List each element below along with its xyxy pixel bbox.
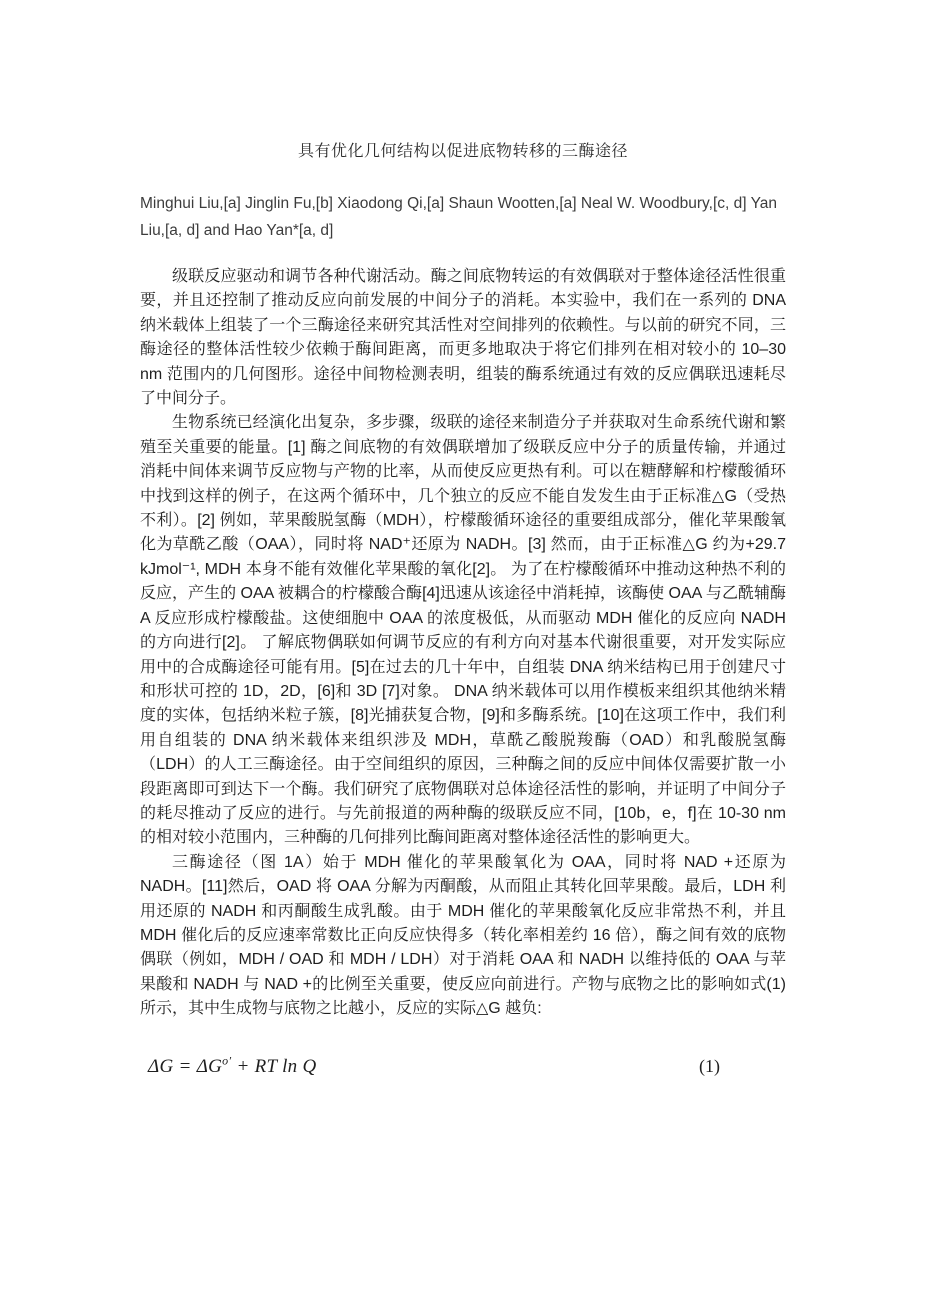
- author-line: Minghui Liu,[a] Jinglin Fu,[b] Xiaodong Qi,[a] Shaun Wootten,[a] Neal W. Woodbury,[c, d] Yan Liu,[a, d] and Hao Yan*[a, d]: [140, 195, 778, 239]
- equation-rhs: + RT ln Q: [231, 1055, 317, 1077]
- introduction-paragraph: 生物系统已经演化出复杂，多步骤，级联的途径来制造分子并获取对生命系统代谢和繁殖至关重要的能量。[1] 酶之间底物的有效偶联增加了级联反应中分子的质量传输，并通过消耗中间体来调节反应物与产物的比率，从而使反应更热有利。可以在糖酵解和柠檬酸循环中找到这样的例子，在这两个循环中，几个独立的反应不能自发发生由于正标准△G（受热不利）。[2] 例如，苹果酸脱氢酶（MDH），柠檬酸循环途径的重要组成部分，催化苹果酸氧化为草酰乙酸（OAA），同时将 NAD⁺还原为 NADH。[3] 然而，由于正标准△G 约为+29.7 kJmol⁻¹, MDH 本身不能有效催化苹果酸的氧化[2]。 为了在柠檬酸循环中推动这种热不利的反应，产生的 OAA 被耦合的柠檬酸合酶[4]迅速从该途径中消耗掉，该酶使 OAA 与乙酰辅酶 A 反应形成柠檬酸盐。这使细胞中 OAA 的浓度极低，从而驱动 MDH 催化的反应向 NADH 的方向进行[2]。 了解底物偶联如何调节反应的有利方向对基本代谢很重要，对开发实际应用中的合成酶途径可能有用。[5]在过去的几十年中，自组装 DNA 纳米结构已用于创建尺寸和形状可控的 1D，2D，[6]和 3D [7]对象。 DNA 纳米载体可以用作模板来组织其他纳米精度的实体，包括纳米粒子簇，[8]光捕获复合物，[9]和多酶系统。[10]在这项工作中，我们利用自组装的 DNA 纳米载体来组织涉及 MDH，草酰乙酸脱羧酶（OAD）和乳酸脱氢酶（LDH）的人工三酶途径。由于空间组织的原因，三种酶之间的反应中间体仅需要扩散一小段距离即可到达下一个酶。我们研究了底物偶联对总体途径活性的影响，并证明了中间分子的耗尽推动了反应的进行。与先前报道的两种酶的级联反应不同，[10b，e，f]在 10-30 nm 的相对较小范围内，三种酶的几何排列比酶间距离对整体途径活性的影响更大。: [140, 414, 786, 847]
- equation-lhs: ΔG = ΔG: [148, 1055, 223, 1077]
- paper-title: 具有优化几何结构以促进底物转移的三酶途径: [297, 143, 628, 160]
- equation-superscript: o′: [222, 1053, 232, 1068]
- equation-row: [140, 1053, 786, 1078]
- abstract-paragraph: 级联反应驱动和调节各种代谢活动。酶之间底物转运的有效偶联对于整体途径活性很重要，并且还控制了推动反应向前发展的中间分子的消耗。本实验中，我们在一系列的 DNA 纳米载体上组装了一个三酶途径来研究其活性对空间排列的依赖性。与以前的研究不同，三酶途径的整体活性较少依赖于酶间距离，而更多地取决于将它们排列在相对较小的 10–30 nm 范围内的几何图形。途径中间物检测表明，组装的酶系统通过有效的反应偶联迅速耗尽了中间分子。: [140, 268, 786, 408]
- pathway-paragraph: 三酶途径（图 1A）始于 MDH 催化的苹果酸氧化为 OAA，同时将 NAD +还原为 NADH。[11]然后，OAD 将 OAA 分解为丙酮酸，从而阻止其转化回苹果酸。最后，LDH 利用还原的 NADH 和丙酮酸生成乳酸。由于 MDH 催化的苹果酸氧化反应非常热不利，并且 MDH 催化后的反应速率常数比正向反应快得多（转化率相差约 16 倍），酶之间有效的底物偶联（例如，MDH / OAD 和 MDH / LDH）对于消耗 OAA 和 NADH 以维持低的 OAA 与苹果酸和 NADH 与 NAD +的比例至关重要，使反应向前进行。产物与底物之比的影响如式(1)所示，其中生成物与底物之比越小，反应的实际△G 越负:: [140, 853, 786, 1018]
- equation-number: (1): [699, 1055, 720, 1076]
- equation-expression: [148, 1053, 317, 1078]
